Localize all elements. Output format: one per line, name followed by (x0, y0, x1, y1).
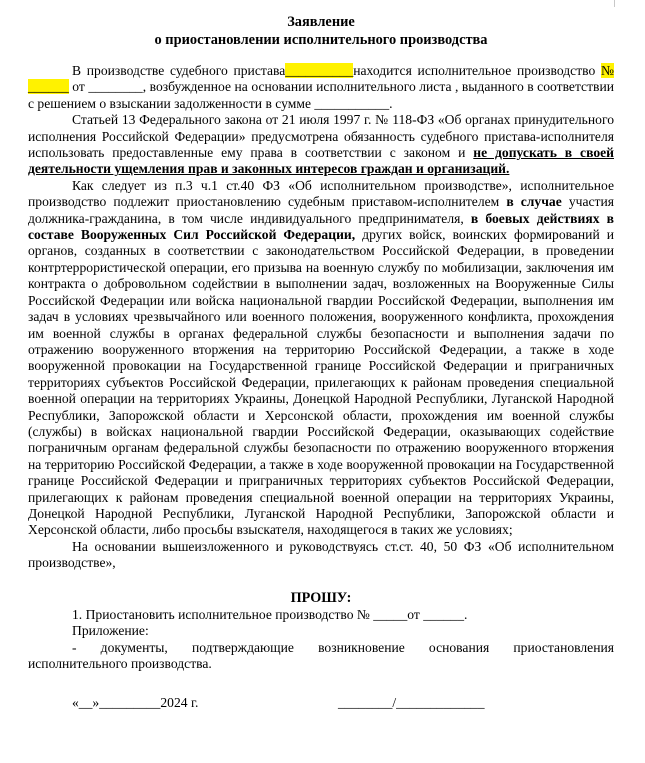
law-40-bold-1: в случае (506, 194, 562, 210)
intro-text-4: , возбужденное на основании исполнительного листа , выданного в соответствии с решением о взыскании задолженности в сумме ___________. (28, 79, 614, 111)
law-13-text: Статьей 13 Федерального закона от 21 июля 1997 г. № 118-ФЗ «Об органах принудительного исполнения Российской Федерации» предусмотрена обязанность судебного пристава-исполнителя использовать предоставленные ему права в соответствии с законом и (28, 112, 614, 161)
intro-text-3: от (68, 79, 89, 95)
number-blank: ______ (28, 79, 69, 95)
title-line-2: о приостановлении исполнительного производства (154, 31, 488, 48)
intro-text-2: находится исполнительное производство (353, 63, 596, 78)
number-sign: № (601, 63, 614, 78)
page-edge-mark (614, 0, 615, 7)
intro-text-1: В производстве судебного пристава (72, 63, 286, 78)
appendix-doc-line-2: исполнительного производства. (28, 656, 212, 672)
document-body (28, 14, 614, 713)
request-heading: ПРОШУ: (290, 589, 352, 606)
law-40-text-2: участия должника-гражданина, в том числе индивидуального предпринимателя, (28, 194, 614, 226)
paragraph-law-40 (28, 178, 614, 539)
grounds-text: На основании вышеизложенного и руководствуясь ст.ст. 40, 50 ФЗ «Об исполнительном производстве», (28, 538, 614, 571)
law-40-text-3: других войск, воинских формирований и органов, созданных в соответствии с законодательством Российской Федерации, в проведении контртеррористической операции, его призыва на военную службу по мобилизации, заключения им контракта о добровольном содействии в выполнении задач, возложенных на Вооруженные Силы Российской Федерации или войска национальной гвардии Российской Федерации, выполнения им задач в условиях чрезвычайного или военного положения, вооруженного конфликта, прохождения им военной службы в органах федеральной службы безопасности и выполнения задачи по отражению вооруженного вторжения на территорию Российской Федерации, а также в ходе вооруженной провокации на Государственной границе Российской Федерации и приграничных территориях субъектов Российской Федерации, прилегающих к районам проведения специальной военной операции на территориях Украины, Донецкой Народной Республики, Луганской Народной Республики, Запорожской области и Херсонской области, прохождения им военной службы (службы) в войсках национальной гвардии Российской Федерации, оказывающих содействие пограничным органам федеральной службы безопасности по отражению вооруженного вторжения на территорию Российской Федерации, а также в ходе вооруженной провокации на Государственной границе Российской Федерации и приграничных территориях субъектов Российской Федерации, прилегающих к районам проведения специальной военной операции на территориях Украины, Донецкой Народной Республики, Луганской Народной Республики, Запорожской области и Херсонской области, либо просьбы взыскателя, находящегося в таких же условиях; (28, 227, 615, 538)
paragraph-intro (28, 63, 614, 112)
request-item-1: 1. Приостановить исполнительное производство № _____от ______. (72, 607, 468, 622)
law-40-bold-2: в боевых действиях в составе Вооруженных Сил Российской Федерации, (28, 210, 614, 243)
signature-line: ________/_____________ (338, 694, 485, 710)
bailiff-blank: __________ (285, 63, 354, 78)
law-13-emphasis: не допускать в своей деятельности ущемления прав и законных интересов граждан и организаций. (28, 145, 615, 177)
signature-date: «__»_________2024 г. (72, 694, 199, 710)
appendix-label: Приложение: (72, 623, 149, 639)
law-40-text-1: Как следует из п.3 ч.1 ст.40 ФЗ «Об исполнительном производстве», исполнительное производство подлежит приостановлению судебным приставом-исполнителем (28, 177, 614, 210)
spacer (28, 572, 614, 590)
paragraph-grounds (28, 539, 614, 572)
signature-block (28, 695, 614, 713)
appendix-doc-line-1: - документы, подтверждающие возникновение основания приостановления (72, 639, 614, 655)
date-blank: ________ (88, 79, 143, 95)
document-title (28, 14, 614, 49)
title-line-1: Заявление (287, 14, 355, 30)
paragraph-law-13 (28, 112, 614, 178)
